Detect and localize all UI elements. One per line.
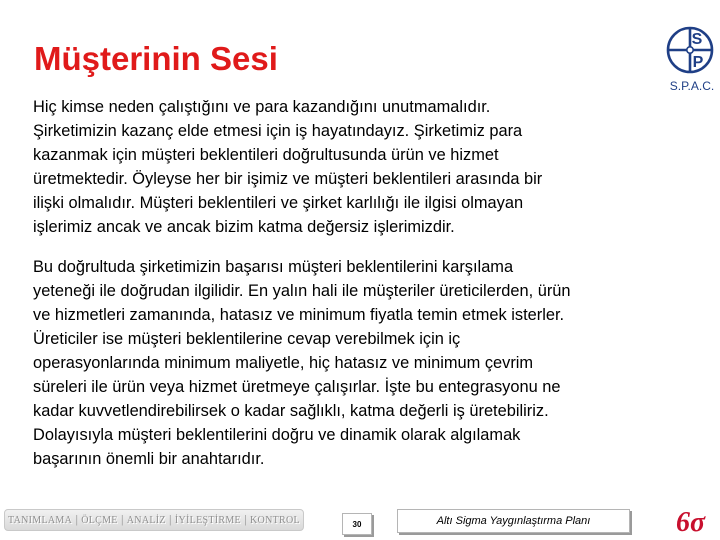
nav-item-tanimlama[interactable]: TANIMLAMA [8, 514, 73, 526]
paragraph-line: süreleri ile ürün veya hizmet üretmeye çalışırlar. İşte bu entegrasyonu ne [33, 378, 561, 396]
paragraph-line: kazanmak için müşteri beklentileri doğrultusunda ürün ve hizmet [33, 146, 499, 164]
nav-item-kontrol[interactable]: KONTROL [250, 514, 300, 526]
nav-separator: | [168, 514, 172, 526]
nav-separator: | [120, 514, 124, 526]
paragraph-2 [33, 255, 693, 471]
paragraph-line: Şirketimizin kazanç elde etmesi için iş hayatındayız. Şirketimiz para [33, 122, 523, 140]
logo-letter-p: P [692, 54, 704, 71]
paragraph-line: ve hizmetleri zamanında, hatasız ve minimum fiyatla temin etmek isterler. [33, 306, 565, 324]
paragraph-line: Hiç kimse neden çalıştığını ve para kazandığını unutmamalıdır. [33, 98, 491, 116]
slide-title: Müşterinin Sesi [34, 40, 278, 77]
nav-item-olcme[interactable]: ÖLÇME [81, 514, 118, 526]
paragraph-line: başarının önemli bir anahtarıdır. [33, 450, 265, 468]
page-number: 30 [342, 513, 372, 535]
paragraph-1 [33, 95, 693, 239]
nav-item-iyilestirme[interactable]: İYİLEŞTİRME [174, 514, 241, 526]
nav-separator: | [244, 514, 247, 526]
spac-logo [660, 22, 720, 94]
dmaic-nav-bar [4, 509, 304, 531]
paragraph-line: işlerimiz ancak ve ancak bizim katma değersiz işlerimizdir. [33, 218, 455, 236]
logo-letter-s: S [691, 31, 703, 48]
six-sigma-logo [672, 504, 718, 538]
paragraph-line: üretmektedir. Öyleyse her bir işimiz ve müşteri beklentileri arasında bir [33, 170, 543, 188]
nav-separator: | [75, 514, 79, 526]
paragraph-line: yeteneği ile doğrudan ilgilidir. En yalın hali ile müşteriler üreticilerden, ürün [33, 282, 571, 300]
paragraph-line: ilişki olmalıdır. Müşteri beklentileri ve şirket karlılığı ile ilgisi olmayan [33, 194, 524, 212]
six-sigma-mark: 6σ [676, 507, 706, 538]
paragraph-line: Dolayısıyla müşteri beklentilerini doğru ve dinamik olarak algılamak [33, 426, 521, 444]
paragraph-line: Bu doğrultuda şirketimizin başarısı müşteri beklentilerini karşılama [33, 258, 514, 276]
slide-footer [0, 500, 720, 540]
paragraph-line: Üreticiler ise müşteri beklentilerine cevap verebilmek için iç [33, 330, 461, 348]
paragraph-line: kadar kuvvetlendirebilirsek o kadar sağlıklı, katma değerli iş üretebiliriz. [33, 402, 549, 420]
plan-title: Altı Sigma Yaygınlaştırma Planı [397, 509, 630, 533]
logo-caption: S.P.A.C. [669, 79, 715, 93]
nav-item-analiz[interactable]: ANALİZ [126, 514, 166, 526]
paragraph-line: operasyonlarında minimum maliyetle, hiç hatasız ve minimum çevrim [33, 354, 534, 372]
